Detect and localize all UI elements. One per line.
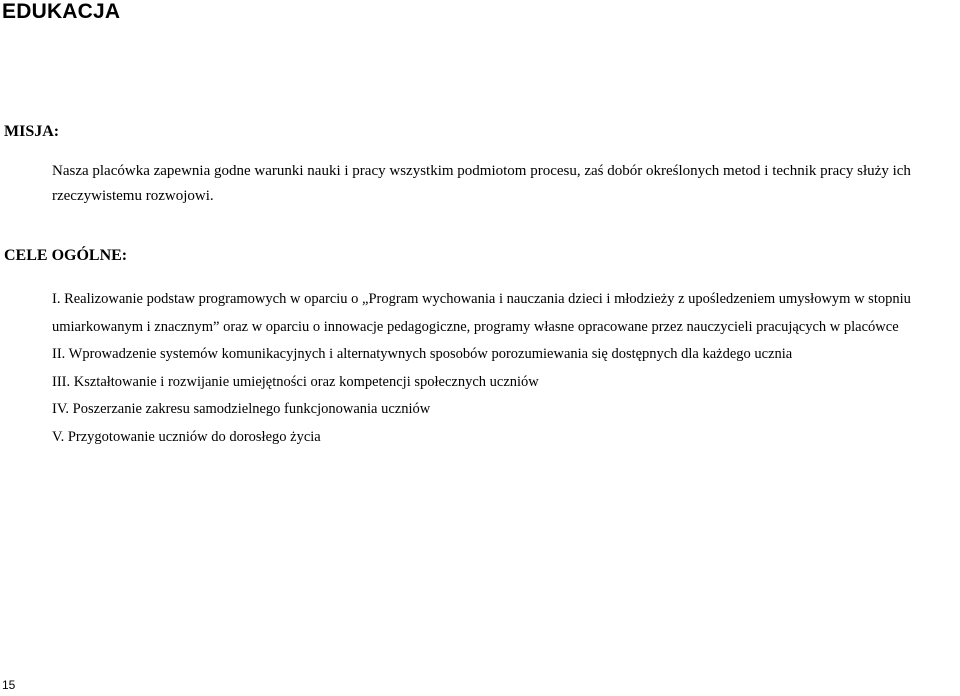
page-number: 15 bbox=[2, 678, 16, 692]
goal-item-4: IV. Poszerzanie zakresu samodzielnego funkcjonowania uczniów bbox=[52, 401, 431, 417]
goal-item-3: III. Kształtowanie i rozwijanie umiejętności oraz kompetencji społecznych uczniów bbox=[52, 373, 539, 390]
general-goals-list bbox=[52, 286, 957, 451]
general-goals-heading: CELE OGÓLNE: bbox=[4, 247, 128, 264]
goal-item-5: V. Przygotowanie uczniów do dorosłego życia bbox=[52, 428, 321, 445]
mission-heading: MISJA: bbox=[4, 123, 60, 140]
page-title: EDUKACJA bbox=[2, 0, 121, 23]
goal-item-2: II. Wprowadzenie systemów komunikacyjnych i alternatywnych sposobów porozumiewania się dostępnych dla każdego ucznia bbox=[52, 346, 793, 362]
mission-text: Nasza placówka zapewnia godne warunki nauki i pracy wszystkim podmiotom procesu, zaś dobór określonych metod i technik pracy służy ich rzeczywistemu rozwojowi. bbox=[52, 163, 911, 204]
goal-item-1: I. Realizowanie podstaw programowych w oparciu o „Program wychowania i nauczania dzieci i młodzieży z upośledzeniem umysłowym w stopniu umiarkowanym i znacznym” oraz w oparciu o innowacje pedagogiczne, programy własne opracowane przez nauczycieli pracujących w placówce bbox=[52, 291, 911, 335]
